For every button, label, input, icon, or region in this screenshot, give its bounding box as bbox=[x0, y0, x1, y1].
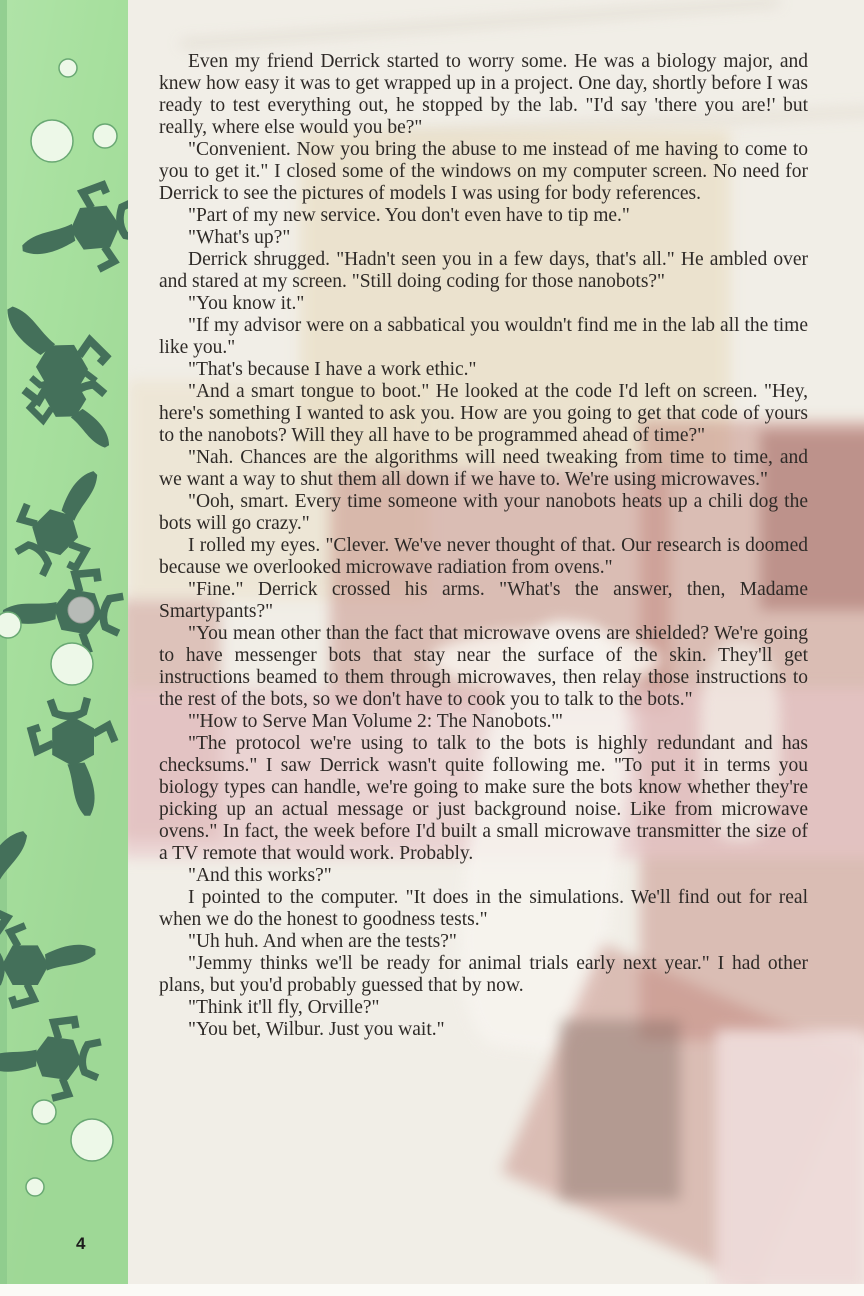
paragraph: "'How to Serve Man Volume 2: The Nanobots.'" bbox=[188, 711, 564, 732]
sidebar-decoration bbox=[0, 0, 128, 1284]
paragraph: "If my advisor were on a sabbatical you wouldn't find me in the lab all the time like you." bbox=[159, 315, 808, 358]
paragraph: "Fine." Derrick crossed his arms. "What's the answer, then, Madame Smartypants?" bbox=[159, 579, 808, 622]
paragraph: "And this works?" bbox=[188, 865, 332, 886]
photo-dark-object bbox=[560, 1020, 680, 1200]
bubble-icon bbox=[93, 124, 117, 148]
story-text bbox=[159, 51, 808, 1041]
bottom-margin-strip bbox=[0, 1284, 864, 1296]
paragraph: "Jemmy thinks we'll be ready for animal trials early next year." I had other plans, but you'd probably guessed that by now. bbox=[159, 953, 808, 996]
bubble-icon bbox=[59, 59, 77, 77]
paragraph: "Uh huh. And when are the tests?" bbox=[188, 931, 457, 952]
bubble-icon bbox=[71, 1119, 113, 1161]
paragraph: I rolled my eyes. "Clever. We've never thought of that. Our research is doomed because we overlooked microwave radiation from ovens." bbox=[159, 535, 808, 578]
page-number: 4 bbox=[76, 1234, 86, 1253]
paragraph: "You know it." bbox=[188, 293, 305, 314]
paragraph: Even my friend Derrick started to worry some. He was a biology major, and knew how easy it was to get wrapped up in a project. One day, shortly before I was ready to test everything out, he stopped by the lab. "I'd say 'there you are!' but really, where else would you be?" bbox=[159, 51, 808, 138]
bubble-icon bbox=[51, 643, 93, 685]
bubble-icon bbox=[32, 1100, 56, 1124]
bubble-icon bbox=[26, 1178, 44, 1196]
paragraph: "What's up?" bbox=[188, 227, 291, 248]
paragraph: "Think it'll fly, Orville?" bbox=[188, 997, 380, 1018]
nanobot-lizard-icon bbox=[18, 182, 128, 276]
paragraph: "Convenient. Now you bring the abuse to me instead of me having to come to you to get it." I closed some of the windows on my computer screen. No need for Derrick to see the pictures of models I was using for body references. bbox=[159, 139, 808, 204]
paragraph: "Ooh, smart. Every time someone with your nanobots heats up a chili dog the bots will go crazy." bbox=[159, 491, 808, 534]
nanobot-lizard-icon bbox=[31, 698, 115, 816]
paragraph: "The protocol we're using to talk to the bots is highly redundant and has checksums." I saw Derrick wasn't quite following me. "To put it in terms you biology types can handle, we're going to make sure the bots know whether they're picking up an actual message or just background noise. Like from microwave ovens." In fact, the week before I'd built a small microwave transmitter the size of a TV remote that would work. Probably. bbox=[159, 733, 808, 864]
bubble-icon bbox=[0, 612, 21, 638]
nanobot-lizard-icon bbox=[0, 926, 95, 1005]
paragraph: "That's because I have a work ethic." bbox=[188, 359, 477, 380]
photo-pink-corner bbox=[716, 1030, 864, 1290]
paragraph: "Nah. Chances are the algorithms will need tweaking from time to time, and we want a way to shut them all down if we have to. We're using microwaves." bbox=[159, 447, 808, 490]
nanobot-lizard-icon bbox=[0, 455, 128, 590]
paragraph: "Part of my new service. You don't even have to tip me." bbox=[188, 205, 630, 226]
ceiling-line bbox=[181, 0, 780, 47]
bubble-icon bbox=[31, 120, 73, 162]
paragraph: "And a smart tongue to boot." He looked at the code I'd left on screen. "Hey, here's something I wanted to ask you. How are you going to get that code of yours to the nanobots? Will they all have to be programmed ahead of time?" bbox=[159, 381, 808, 446]
sidebar-art bbox=[0, 0, 128, 1284]
paragraph: "You mean other than the fact that microwave ovens are shielded? We're going to have messenger bots that stay near the surface of the skin. They'll get instructions beamed to them through microwaves, then relay those instructions to the rest of the bots, so we don't have to cook you to talk to the bots." bbox=[159, 623, 808, 710]
paragraph: "You bet, Wilbur. Just you wait." bbox=[188, 1019, 445, 1040]
paragraph: I pointed to the computer. "It does in the simulations. We'll find out for real when we do the honest to goodness tests." bbox=[159, 887, 808, 930]
nanobot-lizard-icon bbox=[0, 1008, 105, 1104]
bubble-icon bbox=[68, 597, 94, 623]
paragraph: Derrick shrugged. "Hadn't seen you in a few days, that's all." He ambled over and stared at my screen. "Still doing coding for those nanobots?" bbox=[159, 249, 808, 292]
